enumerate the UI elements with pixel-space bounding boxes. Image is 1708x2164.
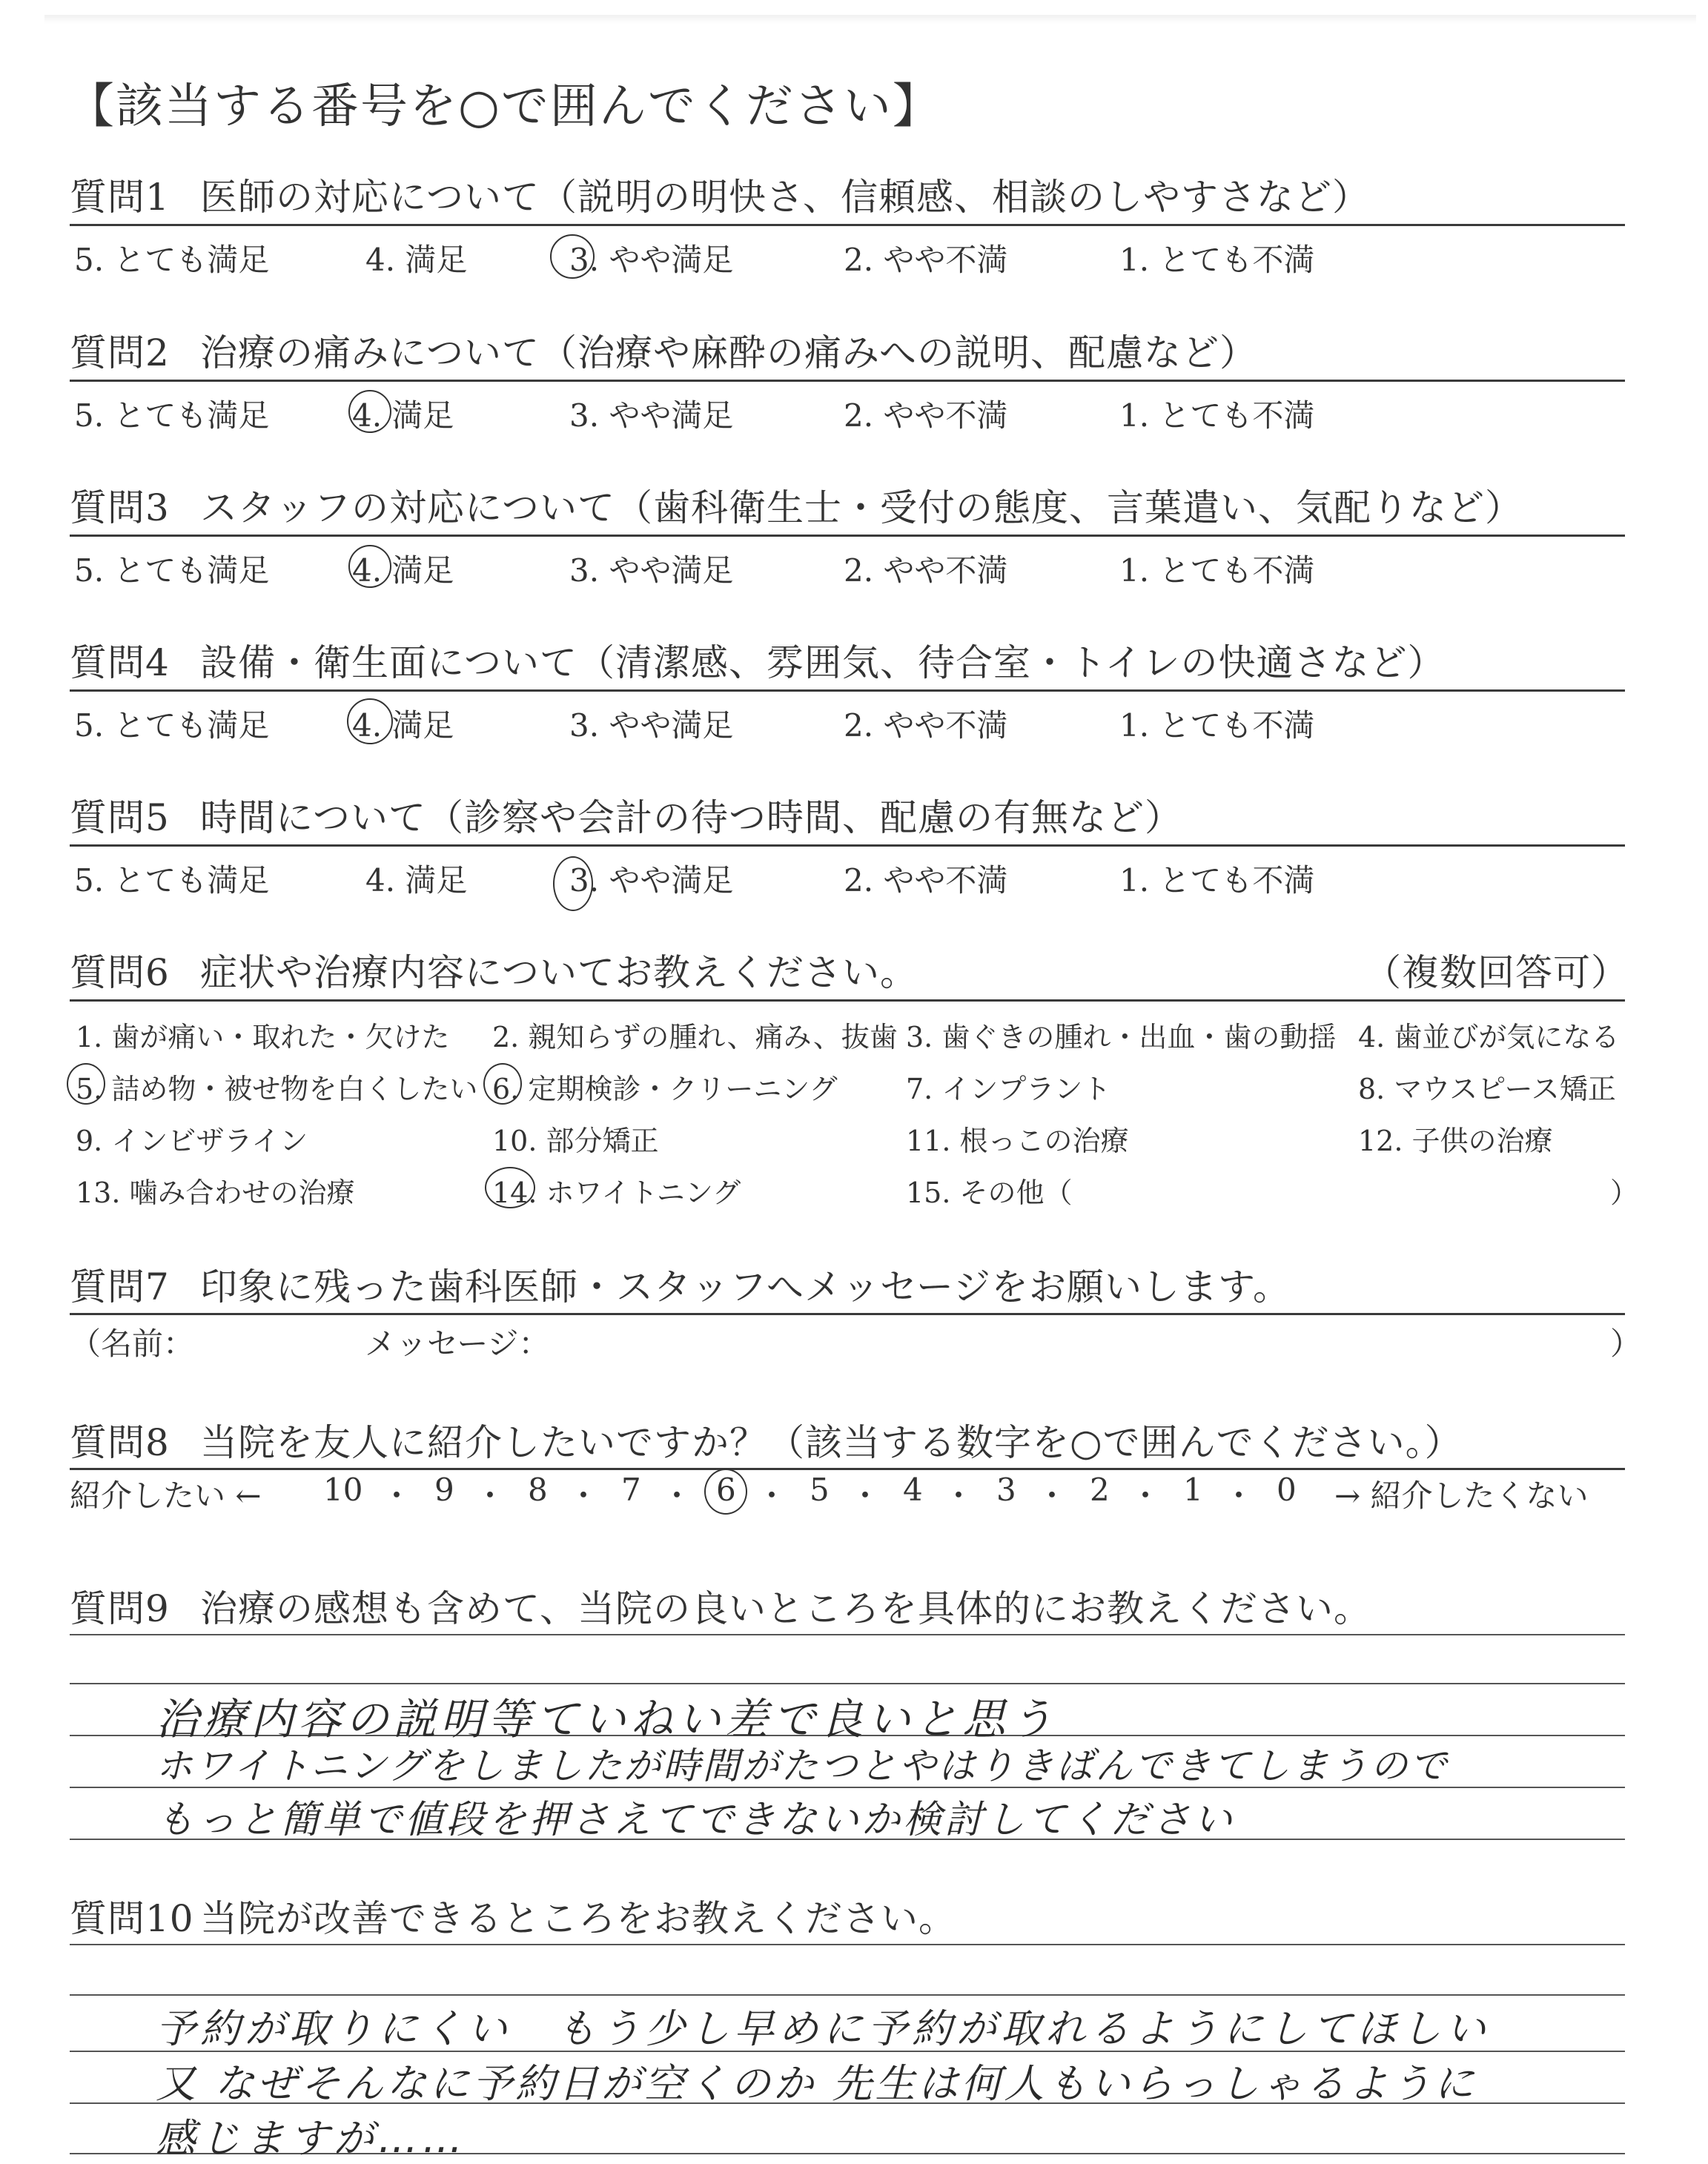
q6-option-9[interactable]: 9. インビザライン	[76, 1125, 308, 1157]
selection-circle	[553, 856, 593, 911]
answer-line	[70, 1634, 1625, 1635]
rating-1[interactable]: 1. とても不満	[1119, 552, 1315, 589]
rating-2[interactable]: 2. やや不満	[844, 862, 1008, 899]
q6-option-15[interactable]: 15. その他（	[906, 1177, 1073, 1209]
scale-1[interactable]: 1	[1183, 1472, 1203, 1508]
message-close: ）	[1610, 1326, 1642, 1362]
scale-8[interactable]: 8	[528, 1472, 548, 1508]
scale-7[interactable]: 7	[621, 1472, 641, 1508]
rating-1[interactable]: 1. とても不満	[1119, 242, 1315, 278]
selection-circle	[347, 698, 393, 744]
question-6	[70, 943, 918, 996]
q6-option-2[interactable]: 2. 親知らずの腫れ、痛み、抜歯	[492, 1021, 898, 1053]
q6-option-5[interactable]: 5. 詰め物・被せ物を白くしたい	[76, 1073, 478, 1105]
question-rule	[70, 844, 1625, 847]
question-number: 質問4	[70, 641, 170, 684]
rating-3[interactable]: 3. やや満足	[569, 397, 734, 434]
rating-1[interactable]: 1. とても不満	[1119, 862, 1315, 899]
rating-3[interactable]: 3. やや満足	[569, 862, 734, 899]
q6-option-13[interactable]: 13. 噛み合わせの治療	[76, 1177, 355, 1209]
q6-option-14[interactable]: 14. ホワイトニング	[492, 1177, 741, 1209]
question-7	[70, 1257, 1291, 1311]
rating-5[interactable]: 5. とても満足	[74, 242, 270, 278]
scale-5[interactable]: 5	[810, 1472, 830, 1508]
name-label: （名前：	[70, 1326, 195, 1362]
question-number: 質問8	[70, 1421, 170, 1464]
scale-left-label: 紹介したい ←	[70, 1478, 262, 1514]
q6-option-12[interactable]: 12. 子供の治療	[1358, 1125, 1553, 1157]
selection-circle	[483, 1063, 522, 1105]
scale-0[interactable]: 0	[1277, 1472, 1297, 1508]
scale-9[interactable]: 9	[434, 1472, 454, 1508]
rating-4[interactable]: 4. 満足	[352, 397, 454, 434]
question-rule	[70, 380, 1625, 382]
selection-circle	[550, 234, 595, 279]
rating-3[interactable]: 3. やや満足	[569, 707, 734, 744]
question-number: 質問7	[70, 1265, 170, 1308]
question-3	[70, 478, 1523, 532]
answer-line	[70, 1994, 1625, 1996]
question-text: 当院を友人に紹介したいですか？（該当する数字を○で囲んでください。）	[200, 1421, 1463, 1464]
q6-option-4[interactable]: 4. 歯並びが気になる	[1358, 1021, 1620, 1053]
scan-edge	[44, 15, 1696, 24]
q10-answer-line-2: 又 なぜそんなに予約日が空くのか 先生は何人もいらっしゃるように	[156, 2060, 1477, 2107]
question-text: 時間について（診察や会計の待つ時間、配慮の有無など）	[200, 796, 1182, 839]
question-number: 質問9	[70, 1587, 170, 1630]
rating-4[interactable]: 4. 満足	[352, 707, 454, 744]
question-number: 質問6	[70, 951, 170, 994]
question-rule	[70, 1468, 1625, 1470]
q10-answer-line-1: 予約が取りにくい もう少し早めに予約が取れるようにしてほしい	[156, 2005, 1490, 2052]
rating-1[interactable]: 1. とても不満	[1119, 397, 1315, 434]
selection-circle	[67, 1063, 105, 1105]
question-text: 症状や治療内容についてお教えください。	[200, 951, 918, 994]
rating-5[interactable]: 5. とても満足	[74, 707, 270, 744]
rating-1[interactable]: 1. とても不満	[1119, 707, 1315, 744]
answer-line	[70, 1944, 1625, 1945]
rating-4[interactable]: 4. 満足	[365, 862, 468, 899]
selection-circle	[704, 1469, 747, 1515]
rating-3[interactable]: 3. やや満足	[569, 552, 734, 589]
multiple-answer-note: （複数回答可）	[1364, 951, 1629, 994]
question-text: 印象に残った歯科医師・スタッフへメッセージをお願いします。	[200, 1265, 1291, 1308]
scale-6[interactable]: 6	[716, 1472, 736, 1508]
rating-5[interactable]: 5. とても満足	[74, 397, 270, 434]
question-1	[70, 168, 1370, 221]
question-5	[70, 788, 1182, 841]
question-text: 治療の痛みについて（治療や麻酔の痛みへの説明、配慮など）	[200, 331, 1257, 374]
q6-option-11[interactable]: 11. 根っこの治療	[906, 1125, 1129, 1157]
scale-10[interactable]: 10	[323, 1472, 363, 1508]
q9-answer-line-3: もっと簡単で値段を押さえてできないか検討してください	[156, 1798, 1236, 1842]
message-label: メッセージ：	[365, 1326, 550, 1362]
scale-3[interactable]: 3	[996, 1472, 1016, 1508]
question-rule	[70, 999, 1625, 1002]
question-8	[70, 1413, 1463, 1466]
question-10	[70, 1889, 956, 1942]
q6-option-3[interactable]: 3. 歯ぐきの腫れ・出血・歯の動揺	[906, 1021, 1337, 1053]
question-9	[70, 1579, 1371, 1632]
q6-option-6[interactable]: 6. 定期検診・クリーニング	[492, 1073, 838, 1105]
question-rule	[70, 535, 1625, 537]
question-number: 質問10	[70, 1897, 194, 1940]
rating-4[interactable]: 4. 満足	[365, 242, 468, 278]
question-number: 質問5	[70, 796, 170, 839]
question-rule	[70, 224, 1625, 226]
question-number: 質問1	[70, 176, 170, 219]
question-4	[70, 633, 1446, 686]
scale-2[interactable]: 2	[1090, 1472, 1110, 1508]
question-text: スタッフの対応について（歯科衛生士・受付の態度、言葉遣い、気配りなど）	[200, 486, 1523, 529]
q6-option-7[interactable]: 7. インプラント	[906, 1073, 1111, 1105]
q6-option-10[interactable]: 10. 部分矯正	[492, 1125, 659, 1157]
rating-3[interactable]: 3. やや満足	[569, 242, 734, 278]
q10-answer-line-3: 感じますが……	[156, 2115, 467, 2162]
selection-circle	[348, 545, 391, 588]
question-number: 質問2	[70, 331, 170, 374]
rating-5[interactable]: 5. とても満足	[74, 862, 270, 899]
question-text: 設備・衛生面について（清潔感、雰囲気、待合室・トイレの快適さなど）	[200, 641, 1446, 684]
rating-2[interactable]: 2. やや不満	[844, 707, 1008, 744]
survey-page: 【該当する番号を○で囲んでください】 質問1 医師の対応について（説明の明快さ、信頼感、相談のしやすさなど） 5. とても満足 4. 満足 3. やや満足 2. やや不満 1. とても不満 質問2 治療の痛みについて（治療や麻酔の痛みへの説明、配慮など） 5. とても満足 4. 満足 3. やや満足 2. やや不満 1. とても不満 質問3 スタッフの対応について（歯科衛生士・受付の態度、言葉遣い、気配りなど） 5. とても満足 4. 満足 3. やや満足 2. やや不満 1. とても不満 質問4 設備・衛生面について（清潔感、雰囲気、待合室・トイレの快適さなど） 5. とても満足 4. 満足 3. やや満足 2. やや不満 1. とても不満 質問5 時間について（診察や会計の待つ時間、配慮の有無など） 5. とても満足 4. 満足 3. やや満足 2. やや不満 1. とても不満 質問6 症状や治療内容についてお教えください。 （複数回答可） 1. 歯が痛い・取れた・欠けた 2. 親知らずの腫れ、痛み、抜歯 3. 歯ぐきの腫れ・出血・歯の動揺 4. 歯並びが気になる 5. 詰め物・被せ物を白くしたい 6. 定期検診・クリーニング 7. インプラント 8. マウスピース矯正 9. インビザライン 10. 部分矯正 11. 根っこの治療 12. 子供の治療 13. 噛み合わせの治療 14. ホワイトニング 15. その他（ ） 質問7 印象に残った歯科医師・スタッフへメッセージをお願いします。 （名前： メッセージ： ） 質問8 当院を友人に紹介したいですか？（該当する数字を○で囲んでください。） 紹介したい ← 10 ・ 9 ・ 8 ・ 7 ・ 6 ・ 5 ・ 4 ・ 3 ・ 2 ・ 1 ・ 0 → 紹介したくない 質問9 治療の感想も含めて、当院の良いところを具体的にお教えください。 治療内容の説明等ていねい差で良いと思う ホワイトニングをしましたが時間がたつとやはりきばんできてしまうので もっと簡単で値段を押さえてできないか検討してください 質問10 当院が改善できるところをお教えください。 予約が取りにくい もう少し早めに予約が取れるようにしてほしい 又 なぜそんなに予約日が空くのか 先生は何人もいらっしゃるように 感じますが……	[0, 0, 1708, 2160]
question-rule	[70, 689, 1625, 692]
selection-circle	[485, 1167, 535, 1208]
selection-circle	[348, 390, 391, 433]
rating-5[interactable]: 5. とても満足	[74, 552, 270, 589]
q9-answer-line-2: ホワイトニングをしましたが時間がたつとやはりきばんできてしまうので	[156, 1744, 1449, 1787]
question-2	[70, 323, 1257, 377]
instruction-header: 【該当する番号を○で囲んでください】	[67, 79, 941, 134]
question-text: 当院が改善できるところをお教えください。	[200, 1897, 956, 1940]
question-rule	[70, 1313, 1625, 1315]
rating-2[interactable]: 2. やや不満	[844, 397, 1008, 434]
q6-other-close: ）	[1610, 1177, 1639, 1209]
rating-2[interactable]: 2. やや不満	[844, 552, 1008, 589]
q6-option-8[interactable]: 8. マウスピース矯正	[1358, 1073, 1616, 1105]
question-number: 質問3	[70, 486, 170, 529]
rating-2[interactable]: 2. やや不満	[844, 242, 1008, 278]
rating-4[interactable]: 4. 満足	[352, 552, 454, 589]
scale-4[interactable]: 4	[903, 1472, 923, 1508]
question-text: 治療の感想も含めて、当院の良いところを具体的にお教えください。	[200, 1587, 1371, 1630]
q6-option-1[interactable]: 1. 歯が痛い・取れた・欠けた	[76, 1021, 450, 1053]
q9-answer-line-1: 治療内容の説明等ていねい差で良いと思う	[156, 1694, 1058, 1744]
question-text: 医師の対応について（説明の明快さ、信頼感、相談のしやすさなど）	[200, 176, 1370, 219]
scale-right-label: → 紹介したくない	[1334, 1478, 1589, 1514]
